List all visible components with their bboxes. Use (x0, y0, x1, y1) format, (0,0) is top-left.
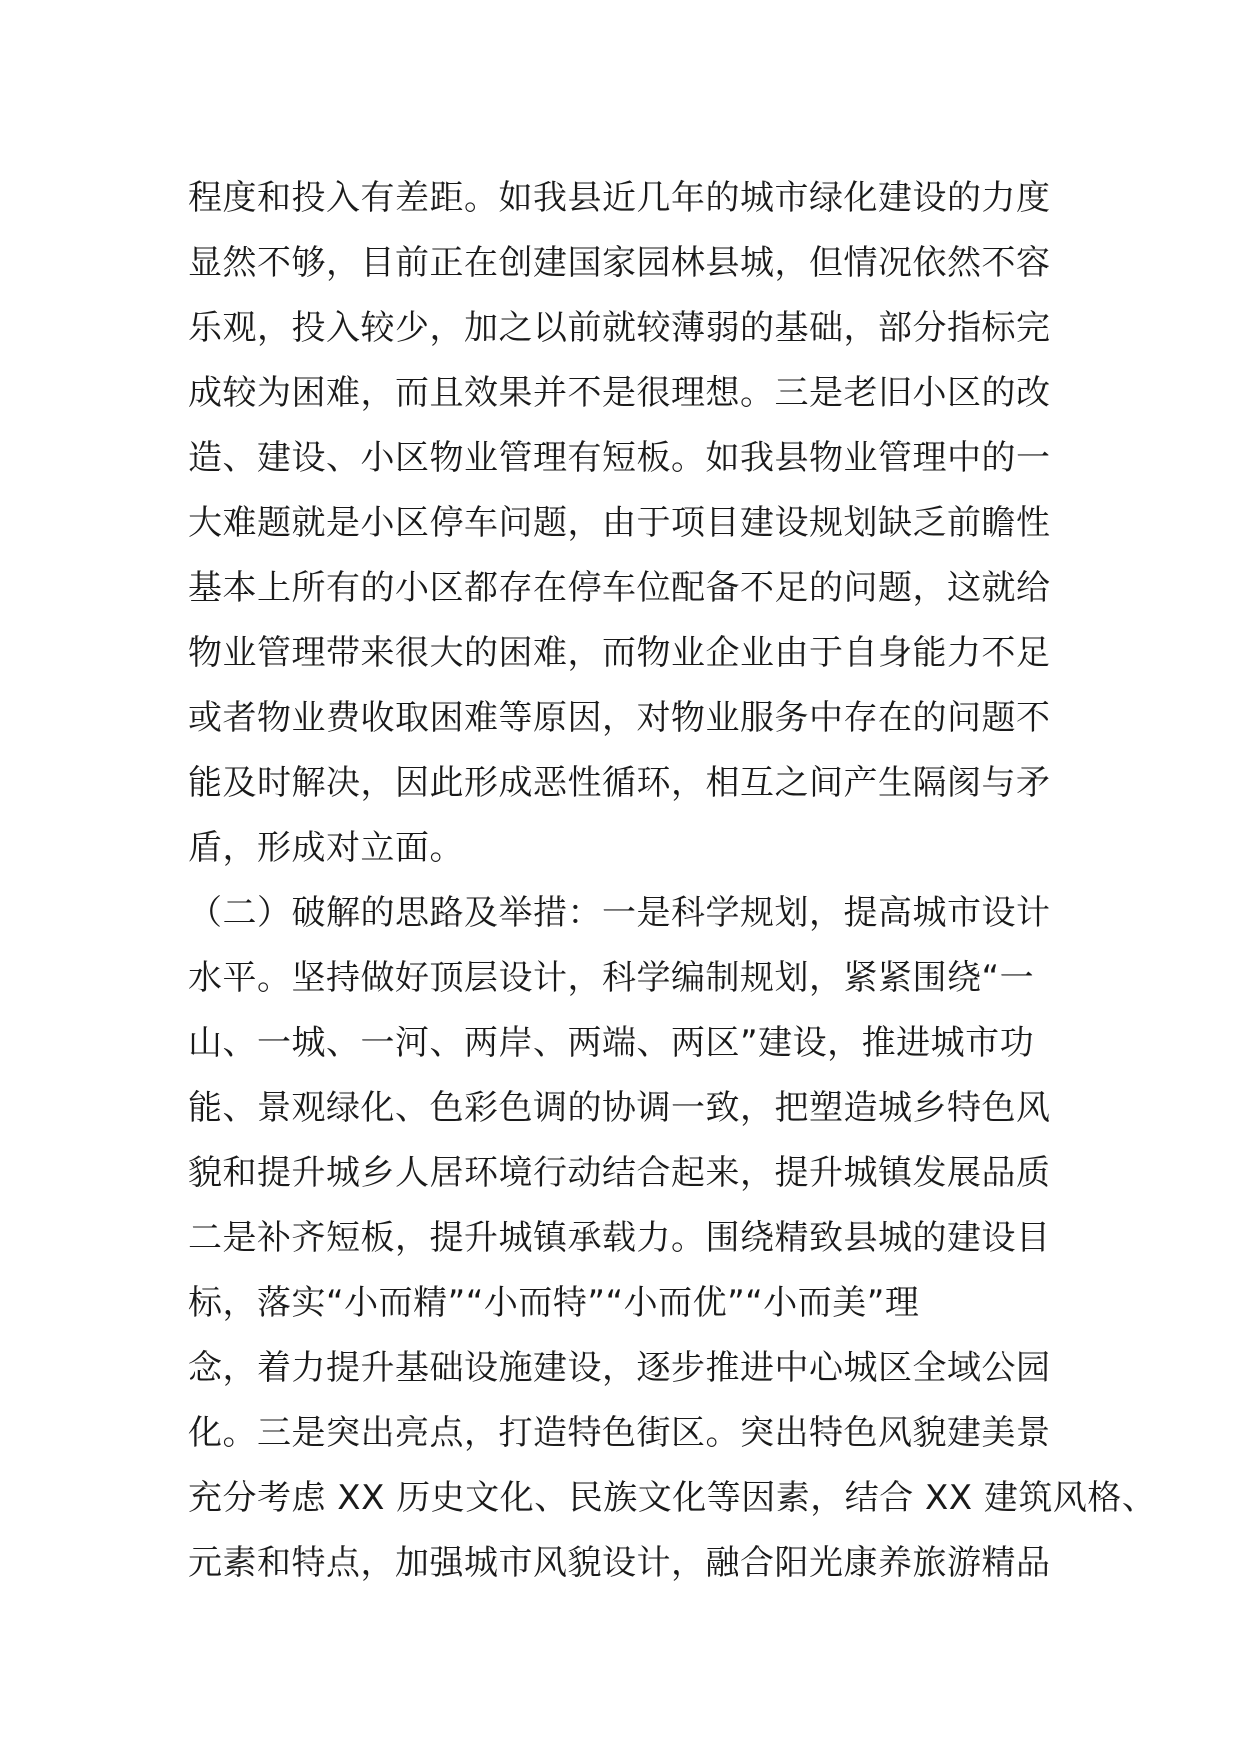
text-line: 或者物业费收取困难等原因，对物业服务中存在的问题不 (188, 698, 1051, 738)
text-line: 元素和特点，加强城市风貌设计，融合阳光康养旅游精品 (188, 1543, 1051, 1583)
section-heading-line: （二）破解的思路及举措：一是科学规划，提高城市设计 (188, 893, 1051, 933)
text-line: 大难题就是小区停车问题，由于项目建设规划缺乏前瞻性 (188, 503, 1051, 543)
text-line: 造、建设、小区物业管理有短板。如我县物业管理中的一 (188, 438, 1051, 478)
text-line: 化。三是突出亮点，打造特色街区。突出特色风貌建美景 (188, 1413, 1051, 1453)
text-line: 能、景观绿化、色彩色调的协调一致，把塑造城乡特色风 (188, 1088, 1051, 1128)
text-line: 成较为困难，而且效果并不是很理想。三是老旧小区的改 (188, 373, 1051, 413)
text-line: 程度和投入有差距。如我县近几年的城市绿化建设的力度 (188, 178, 1051, 218)
text-line: 念，着力提升基础设施建设，逐步推进中心城区全域公园 (188, 1348, 1051, 1388)
text-line: 物业管理带来很大的困难，而物业企业由于自身能力不足 (188, 633, 1051, 673)
text-line: 充分考虑 XX 历史文化、民族文化等因素，结合 XX 建筑风格、 (188, 1478, 1157, 1518)
text-line: 能及时解决，因此形成恶性循环，相互之间产生隔阂与矛 (188, 763, 1051, 803)
text-line: 标，落实“小而精”“小而特”“小而优”“小而美”理 (188, 1283, 920, 1323)
text-line: 水平。坚持做好顶层设计，科学编制规划，紧紧围绕“一 (188, 958, 1035, 998)
text-line: 山、一城、一河、两岸、两端、两区”建设，推进城市功 (188, 1023, 1035, 1063)
body-text (188, 166, 1157, 1596)
text-line: 二是补齐短板，提升城镇承载力。围绕精致县城的建设目 (188, 1218, 1051, 1258)
text-line: 貌和提升城乡人居环境行动结合起来，提升城镇发展品质 (188, 1153, 1051, 1193)
text-line: 乐观，投入较少，加之以前就较薄弱的基础，部分指标完 (188, 308, 1051, 348)
text-line: 盾，形成对立面。 (188, 828, 464, 868)
text-line: 基本上所有的小区都存在停车位配备不足的问题，这就给 (188, 568, 1051, 608)
text-line: 显然不够，目前正在创建国家园林县城，但情况依然不容 (188, 243, 1051, 283)
